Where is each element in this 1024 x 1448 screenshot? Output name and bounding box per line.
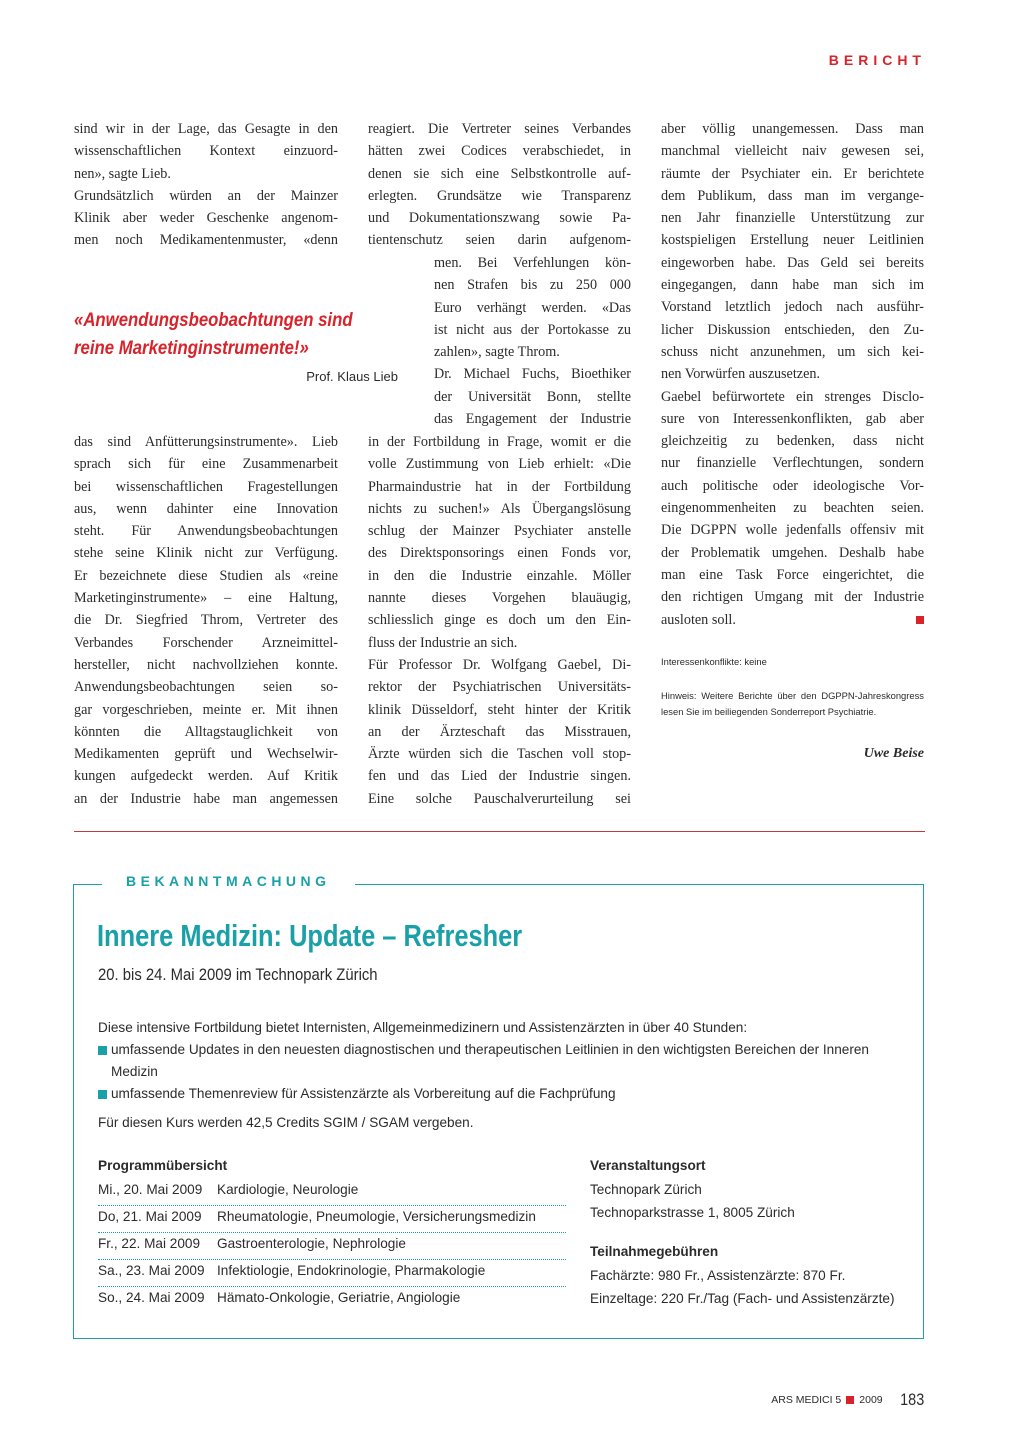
venue-address: Technoparkstrasse 1, 8005 Zürich xyxy=(590,1205,795,1220)
text-line: aus, wenn dahinter eine Innovation xyxy=(74,500,338,517)
text-line: Pharmaindustrie hat in der Fortbildung xyxy=(368,478,631,495)
article-column-2-top xyxy=(368,118,631,252)
program-topic: Rheumatologie, Pneumologie, Versicherungsmedizin xyxy=(217,1209,536,1224)
journal-year: 2009 xyxy=(859,1394,883,1406)
text-line: Klinik aber weder Geschenke angenom- xyxy=(74,210,338,227)
text-line: dem Publikum, dass man im vergange- xyxy=(661,187,924,204)
bullet-item xyxy=(98,1083,908,1105)
text-line: klinik Düsseldorf, steht hinter der Kritik xyxy=(368,701,631,718)
footer-square-icon xyxy=(846,1396,854,1404)
text-line: des Direktsponsorings einen Fonds vor, xyxy=(368,545,631,562)
text-line: Euro verhängt werden. «Das xyxy=(434,299,631,316)
pull-quote xyxy=(74,306,353,362)
announcement-title: Innere Medizin: Update – Refresher xyxy=(97,918,523,953)
text-line: nen Vorwürfen auszusetzen. xyxy=(661,366,821,383)
text-line: Dr. Michael Fuchs, Bioethiker xyxy=(434,366,631,383)
venue-name: Technopark Zürich xyxy=(590,1182,702,1197)
text-line: der Problematik umgehen. Deshalb habe xyxy=(661,544,924,561)
text-line: ist nicht aus der Portokasse zu xyxy=(434,321,631,338)
text-line: Vorstand letztlich jedoch nach ausführ- xyxy=(661,299,924,316)
text-line: und Dokumentationszwang sowie Pa- xyxy=(368,210,631,227)
program-topic: Hämato-Onkologie, Geriatrie, Angiologie xyxy=(217,1290,461,1305)
program-date: So., 24. Mai 2009 xyxy=(98,1290,205,1305)
text-line: men noch Medikamentenmuster, «denn xyxy=(74,232,338,249)
text-line: tientenschutz seien darin aufgenom- xyxy=(368,232,631,249)
text-line: volle Zustimmung von Lieb erhielt: «Die xyxy=(368,456,631,473)
program-topic: Gastroenterologie, Nephrologie xyxy=(217,1236,406,1251)
text-line: in der Fortbildung in Frage, womit er die xyxy=(368,434,631,450)
article-column-2-bottom xyxy=(368,431,631,810)
text-line: erlegten. Grundsätze wie Transparenz xyxy=(368,187,631,204)
text-line: nen Strafen bis zu 250 000 xyxy=(434,277,631,294)
text-line: Er bezeichnete diese Studien als «reine xyxy=(74,567,338,584)
text-line: an der Industrie habe man angemessen xyxy=(74,790,338,807)
page-number: 183 xyxy=(899,1390,924,1409)
journal-name: ARS MEDICI 5 xyxy=(771,1394,842,1406)
text-line: eingeworben habe. Das Geld sei bereits xyxy=(661,254,924,271)
program-date: Do, 21. Mai 2009 xyxy=(98,1209,202,1224)
program-date: Mi., 20. Mai 2009 xyxy=(98,1182,203,1197)
bullet-item xyxy=(98,1039,908,1083)
text-line: reagiert. Die Vertreter seines Verbandes xyxy=(368,121,631,137)
bullet-text: umfassende Updates in den neuesten diagnostischen und therapeutischen Leitlinien in den wichtigsten Bereichen der Inneren Medizin xyxy=(111,1042,869,1079)
text-line: die Dr. Siegfried Throm, Vertreter des xyxy=(74,612,338,629)
program-topic: Kardiologie, Neurologie xyxy=(217,1182,359,1197)
text-line: sure von Interessenkonflikten, gab aber xyxy=(661,410,924,427)
announcement-label: BEKANNTMACHUNG xyxy=(102,873,355,889)
article-column-2-float xyxy=(434,252,631,430)
bullet-text: umfassende Themenreview für Assistenzärzte als Vorbereitung auf die Fachprüfung xyxy=(111,1086,616,1101)
text-line: kungen aufgedeckt werden. Auf Kritik xyxy=(74,768,338,785)
text-line: hersteller, nicht nachvollziehen konnte. xyxy=(74,656,338,673)
program-date: Sa., 23. Mai 2009 xyxy=(98,1263,205,1278)
bullet-square-icon xyxy=(98,1046,107,1055)
text-line: zahlen», sagte Throm. xyxy=(434,344,560,361)
text-line: steht. Für Anwendungsbeobachtungen xyxy=(74,523,338,540)
table-row xyxy=(98,1178,566,1206)
text-line: nur finanzielle Verflechtungen, sondern xyxy=(661,455,924,472)
text-line: auch politische oder ideologische Vor- xyxy=(661,477,924,494)
text-line: räumte der Psychiater ein. Er berichtete xyxy=(661,165,924,182)
text-line: schliesslich ginge es doch um den Ein- xyxy=(368,612,631,629)
announcement-subtitle: 20. bis 24. Mai 2009 im Technopark Zürich xyxy=(98,966,378,984)
text-line: sprach sich für eine Zusammenarbeit xyxy=(74,456,338,473)
text-line: nannte dieses Vorgehen blauäugig, xyxy=(368,590,631,607)
fees-line-1: Fachärzte: 980 Fr., Assistenzärzte: 870 Fr. xyxy=(590,1268,846,1283)
pull-quote-author: Prof. Klaus Lieb xyxy=(306,369,398,384)
text-line: eingegangen, dann habe man sich im xyxy=(661,277,924,294)
text-line: Verbandes Forschender Arzneimittel- xyxy=(74,634,338,651)
text-line: Marketinginstrumente» – eine Haltung, xyxy=(74,590,338,607)
text-line: nen», sagte Lieb. xyxy=(74,165,171,182)
fees-line-2: Einzeltage: 220 Fr./Tag (Fach- und Assistenzärzte) xyxy=(590,1291,895,1306)
text-line: der Universität Bonn, stellte xyxy=(434,388,631,405)
table-row xyxy=(98,1286,566,1313)
text-line: sind wir in der Lage, das Gesagte in den xyxy=(74,121,338,137)
venue-heading: Veranstaltungsort xyxy=(590,1158,706,1173)
text-line: den richtigen Umgang mit der Industrie xyxy=(661,589,924,606)
section-label: BERICHT xyxy=(828,52,926,68)
text-line: licher Diskussion entschieden, den Zu- xyxy=(661,321,924,338)
text-line: Grundsätzlich würden an der Mainzer xyxy=(74,187,338,204)
text-line: bei wissenschaftlichen Fragestellungen xyxy=(74,478,338,495)
announcement-intro: Diese intensive Fortbildung bietet Internisten, Allgemeinmedizinern und Assistenzärzten in über 40 Stunden: xyxy=(98,1020,748,1035)
text-line: eingenommenheiten zu beachten seien. xyxy=(661,500,924,517)
text-line: Anwendungsbeobachtungen seien so- xyxy=(74,679,338,696)
text-line: man eine Task Force eingerichtet, die xyxy=(661,566,924,583)
text-line: nichts zu suchen!» Als Übergangslösung xyxy=(368,500,631,517)
conflicts-note: Interessenkonflikte: keine xyxy=(661,656,767,667)
program-heading: Programmübersicht xyxy=(98,1158,228,1173)
pull-quote-line-1: «Anwendungsbeobachtungen sind xyxy=(74,309,353,331)
text-line: Ärzte würden sich die Taschen voll stop- xyxy=(368,746,631,763)
text-line: stehe seine Klinik nicht zur Verfügung. xyxy=(74,545,338,562)
text-line: wissenschaftlichen Kontext einzuord- xyxy=(74,143,338,160)
text-line: hätten zwei Codices verabschiedet, in xyxy=(368,143,631,160)
text-line: gar vorgeschrieben, meinte er. Mit ihnen xyxy=(74,701,338,718)
text-line: aber völlig unangemessen. Dass man xyxy=(661,121,924,137)
text-line: kostspieligen Erstellung neuer Leitlinien xyxy=(661,232,924,249)
text-line: denen sie sich eine Selbstkontrolle auf- xyxy=(368,165,631,182)
text-line: nen Jahr finanzielle Unterstützung zur xyxy=(661,210,924,227)
text-line: Die DGPPN wolle jedenfalls offensiv mit xyxy=(661,522,924,539)
table-row xyxy=(98,1205,566,1233)
text-line: fen und das Lied der Industrie singen. xyxy=(368,768,631,785)
text-line: manchmal vielleicht naiv gewesen sei, xyxy=(661,143,924,160)
end-of-article-icon xyxy=(916,616,924,624)
page-footer xyxy=(771,1390,926,1410)
article-author: Uwe Beise xyxy=(863,746,924,761)
text-line: in den die Industrie einzahle. Möller xyxy=(368,567,631,584)
article-column-1-bottom xyxy=(74,431,338,810)
end-line-text: ausloten soll. xyxy=(661,611,736,628)
text-line xyxy=(661,609,924,631)
text-line: das sind Anfütterungsinstrumente». Lieb xyxy=(74,434,338,450)
table-row xyxy=(98,1232,566,1260)
text-line: rektor der Psychiatrischen Universitäts- xyxy=(368,679,631,696)
text-line: gleichzeitig zu bedenken, dass nicht xyxy=(661,433,924,450)
text-line: Für Professor Dr. Wolfgang Gaebel, Di- xyxy=(368,656,631,673)
text-line: Eine solche Pauschalverurteilung sei xyxy=(368,790,631,807)
text-line: Medikamenten geprüft und Wechselwir- xyxy=(74,746,338,763)
credits-note: Für diesen Kurs werden 42,5 Credits SGIM / SGAM vergeben. xyxy=(98,1115,474,1130)
section-divider xyxy=(74,831,925,832)
text-line: schlug der Mainzer Psychiater anstelle xyxy=(368,523,631,540)
text-line: men. Bei Verfehlungen kön- xyxy=(434,255,631,271)
text-line: könnten die Alltagstauglichkeit von xyxy=(74,723,338,740)
fees-heading: Teilnahmegebühren xyxy=(590,1244,719,1259)
text-line: das Engagement der Industrie xyxy=(434,411,631,428)
bullet-square-icon xyxy=(98,1090,107,1099)
table-row xyxy=(98,1259,566,1287)
article-column-3 xyxy=(661,118,924,631)
text-line: schuss nicht anzunehmen, um sich kei- xyxy=(661,343,924,360)
text-line: fluss der Industrie an sich. xyxy=(368,634,518,651)
text-line: an der Ärzteschaft das Misstrauen, xyxy=(368,723,631,740)
program-date: Fr., 22. Mai 2009 xyxy=(98,1236,201,1251)
text-line: Gaebel befürwortete ein strenges Disclo- xyxy=(661,388,924,405)
pull-quote-line-2: reine Marketinginstrumente!» xyxy=(74,337,309,359)
program-topic: Infektiologie, Endokrinologie, Pharmakologie xyxy=(217,1263,486,1278)
hint-note: Hinweis: Weitere Berichte über den DGPPN-Jahreskongress lesen Sie im beiliegenden Sonderreport Psychiatrie. xyxy=(661,690,924,717)
article-column-1-top xyxy=(74,118,338,252)
